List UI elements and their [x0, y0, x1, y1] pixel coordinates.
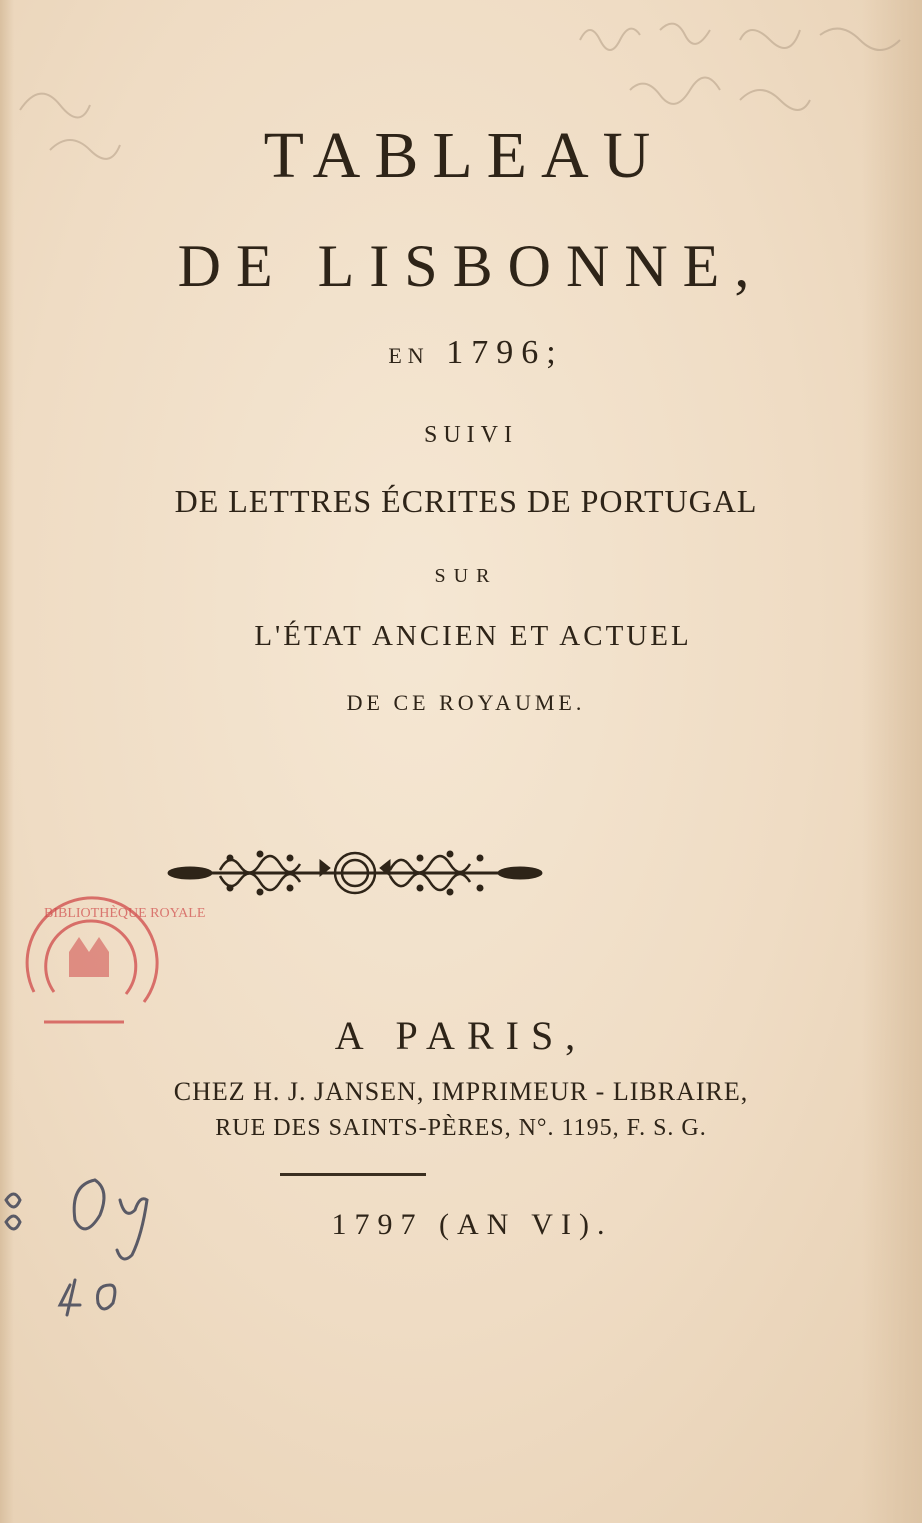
page-edge-right: [862, 0, 922, 1523]
subtitle-etat: L'ÉTAT ANCIEN ET ACTUEL: [254, 620, 692, 652]
printers-ornament-icon: [160, 840, 550, 906]
title-year: 1796;: [446, 334, 564, 371]
imprint-address: RUE DES SAINTS-PÈRES, N°. 1195, F. S. G.: [215, 1115, 707, 1141]
imprint-rule: [280, 1173, 426, 1176]
subtitle-sur: SUR: [434, 565, 498, 587]
imprint-date: 1797 (AN VI).: [331, 1208, 613, 1241]
handwritten-shelfmark-icon: [0, 1160, 200, 1320]
title-prefix: EN: [388, 343, 430, 368]
subtitle-lettres: DE LETTRES ÉCRITES DE PORTUGAL: [174, 483, 758, 519]
subtitle-suivi: SUIVI: [424, 422, 518, 448]
imprint-publisher: CHEZ H. J. JANSEN, IMPRIMEUR - LIBRAIRE,: [173, 1077, 749, 1106]
title-line-1: TABLEAU: [263, 119, 665, 192]
imprint-place: A PARIS,: [334, 1013, 588, 1058]
title-line-2: DE LISBONNE,: [177, 233, 765, 299]
stamp-text: BIBLIOTHÈQUE ROYALE: [44, 906, 206, 921]
subtitle-royaume: DE CE ROYAUME.: [346, 690, 586, 715]
title-line-3: [0, 334, 922, 372]
